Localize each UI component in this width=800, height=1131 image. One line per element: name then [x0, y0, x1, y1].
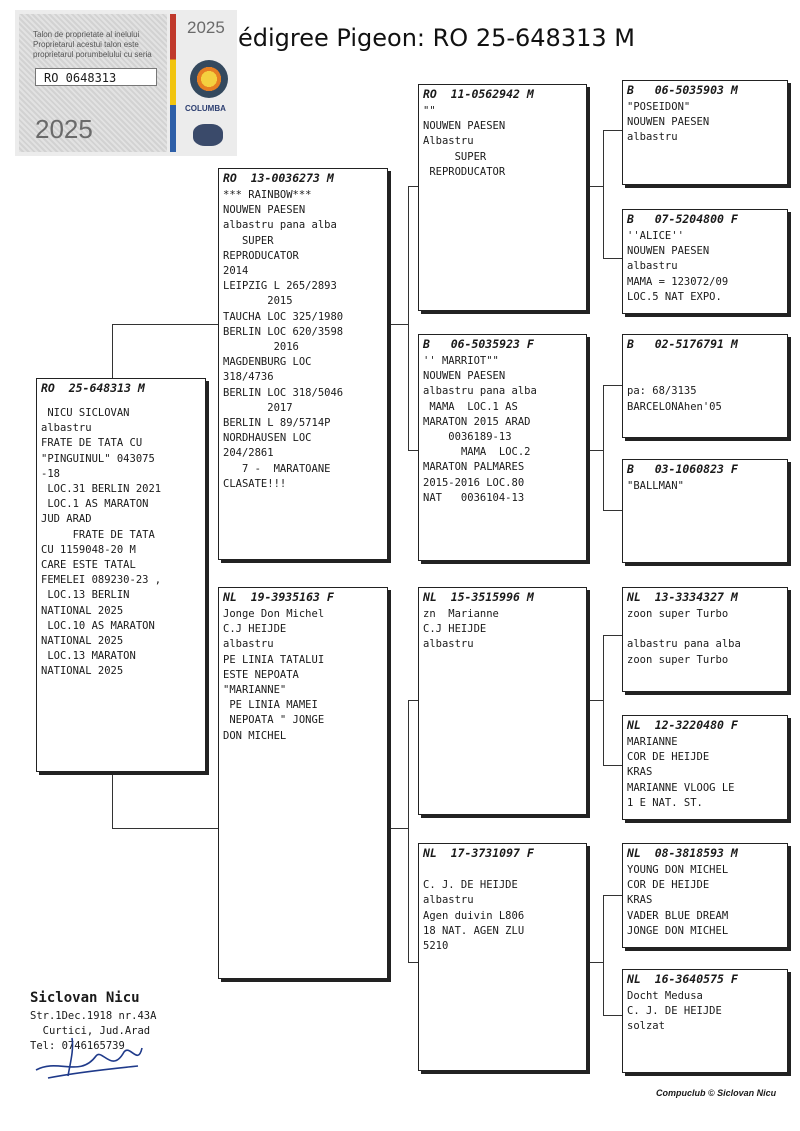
connector — [603, 895, 622, 896]
dam-info: Jonge Don Michel C.J HEIJDE albastru PE LINIA TATALUI ESTE NEPOATA "MARIANNE" PE LINIA MAMEI NEPOATA " JONGE DON MICHEL — [223, 608, 325, 742]
connector — [603, 130, 622, 131]
connector — [603, 895, 604, 1015]
sds-info: pa: 68/3135 BARCELONAhen'05 — [627, 385, 722, 413]
dam-dam-ring: NL 17-3731097 F — [423, 846, 534, 860]
dam-dam-card[interactable] — [418, 843, 587, 1071]
dds-card[interactable] — [622, 843, 788, 948]
dds-info: YOUNG DON MICHEL COR DE HEIJDE KRAS VADER BLUE DREAM JONGE DON MICHEL — [627, 864, 729, 937]
connector — [408, 186, 409, 450]
breeder-address: Str.1Dec.1918 nr.43A — [30, 1010, 157, 1022]
sdd-ring: B 03-1060823 F — [627, 462, 738, 476]
sss-ring: B 06-5035903 M — [627, 83, 738, 97]
connector — [603, 635, 622, 636]
dam-dam-info: C. J. DE HEIJDE albastru Agen duivin L806 18 NAT. AGEN ZLU 5210 — [423, 879, 525, 953]
dam-sire-ring: NL 15-3515996 M — [423, 590, 534, 604]
connector — [388, 828, 408, 829]
sire-ring: RO 13-0036273 M — [223, 171, 334, 185]
connector — [603, 385, 604, 510]
ticket-line: proprietarul porumbelului cu seria — [33, 50, 152, 59]
subject-ring: RO 25-648313 M — [41, 381, 145, 395]
breeder-city: Curtici, Jud.Arad — [30, 1025, 151, 1037]
ring-ticket — [15, 10, 237, 156]
connector — [603, 510, 622, 511]
dam-sire-card[interactable] — [418, 587, 587, 815]
subject-card[interactable] — [36, 378, 206, 772]
dsd-info: MARIANNE COR DE HEIJDE KRAS MARIANNE VLOOG LE 1 E NAT. ST. — [627, 736, 735, 809]
ssd-ring: B 07-5204800 F — [627, 212, 738, 226]
dss-ring: NL 13-3334327 M — [627, 590, 738, 604]
sds-ring: B 02-5176791 M — [627, 337, 738, 351]
ticket-year-top: 2025 — [187, 18, 225, 37]
subject-info: NICU SICLOVAN albastru FRATE DE TATA CU "PINGUINUL" 043075 -18 LOC.31 BERLIN 2021 LOC.1 AS MARATON JUD ARAD FRATE DE TATA CU 1159048-20 M CARE ESTE TATAL FEMELEI 089230-23 , LOC.13 BERLIN NATIONAL 2025 LOC.10 AS MARATON NATIONAL 2025 LOC.13 MARATON NATIONAL 2025 — [41, 407, 162, 678]
dss-card[interactable] — [622, 587, 788, 692]
sdd-card[interactable] — [622, 459, 788, 563]
connector — [587, 700, 603, 701]
connector — [112, 324, 220, 325]
connector — [603, 385, 622, 386]
ddd-card[interactable] — [622, 969, 788, 1073]
connector — [112, 828, 220, 829]
columba-logo — [190, 60, 228, 98]
sire-dam-card[interactable] — [418, 334, 587, 561]
connector — [603, 258, 622, 259]
connector — [603, 1015, 622, 1016]
tricolor-strip — [170, 14, 176, 152]
ticket-ring-number: RO 0648313 — [35, 68, 157, 86]
dam-sire-info: zn Marianne C.J HEIJDE albastru — [423, 608, 499, 651]
sire-dam-ring: B 06-5035923 F — [423, 337, 534, 351]
sire-card[interactable] — [218, 168, 388, 560]
columba-label: COLUMBA — [185, 104, 226, 113]
sds-card[interactable] — [622, 334, 788, 438]
sire-sire-card[interactable] — [418, 84, 587, 311]
connector — [587, 962, 603, 963]
pedigree-title: édigree Pigeon: RO 25-648313 M — [238, 24, 635, 52]
connector — [603, 635, 604, 765]
signature — [28, 1030, 148, 1086]
sdd-info: "BALLMAN" — [627, 480, 684, 492]
ssd-info: ''ALICE'' NOUWEN PAESEN albastru MAMA = 123072/09 LOC.5 NAT EXPO. — [627, 230, 729, 303]
dsd-card[interactable] — [622, 715, 788, 820]
ddd-ring: NL 16-3640575 F — [627, 972, 738, 986]
ssd-card[interactable] — [622, 209, 788, 314]
dam-ring: NL 19-3935163 F — [223, 590, 334, 604]
ticket-line: Talon de proprietate al inelului — [33, 30, 140, 39]
dss-info: zoon super Turbo albastru pana alba zoon super Turbo — [627, 608, 741, 666]
footer-credit: Compuclub © Siclovan Nicu — [656, 1088, 777, 1098]
connector — [603, 130, 604, 258]
ticket-year: 2025 — [35, 114, 93, 144]
dsd-ring: NL 12-3220480 F — [627, 718, 738, 732]
breeder-name: Siclovan Nicu — [30, 990, 140, 1006]
connector — [408, 700, 409, 962]
breeder-phone: Tel: 0746165739 — [30, 1040, 125, 1052]
sire-dam-info: '' MARRIOT"" NOUWEN PAESEN albastru pana alba MAMA LOC.1 AS MARATON 2015 ARAD 0036189-13 MAMA LOC.2 MARATON PALMARES 2015-2016 LOC.80 NAT 0036104-13 — [423, 355, 537, 504]
sire-sire-ring: RO 11-0562942 M — [423, 87, 534, 101]
dam-card[interactable] — [218, 587, 388, 979]
sire-sire-info: "" NOUWEN PAESEN Albastru SUPER REPRODUCATOR — [423, 105, 506, 178]
club-logo — [193, 124, 223, 146]
ddd-info: Docht Medusa C. J. DE HEIJDE solzat — [627, 990, 722, 1033]
ticket-line: Proprietarul acestui talon este — [33, 40, 139, 49]
connector — [603, 765, 622, 766]
connector — [587, 186, 603, 187]
connector — [388, 324, 408, 325]
sss-info: "POSEIDON" NOUWEN PAESEN albastru — [627, 101, 710, 144]
dds-ring: NL 08-3818593 M — [627, 846, 738, 860]
connector — [587, 450, 603, 451]
sss-card[interactable] — [622, 80, 788, 185]
sire-info: *** RAINBOW*** NOUWEN PAESEN albastru pana alba SUPER REPRODUCATOR 2014 LEIPZIG L 265/2893 2015 TAUCHA LOC 325/1980 BERLIN LOC 620/3598 2016 MAGDENBURG LOC 318/4736 BERLIN LOC 318/5046 2017 BERLIN L 89/5714P NORDHAUSEN LOC 204/2861 7 - MARATOANE CLASATE!!! — [223, 189, 344, 490]
